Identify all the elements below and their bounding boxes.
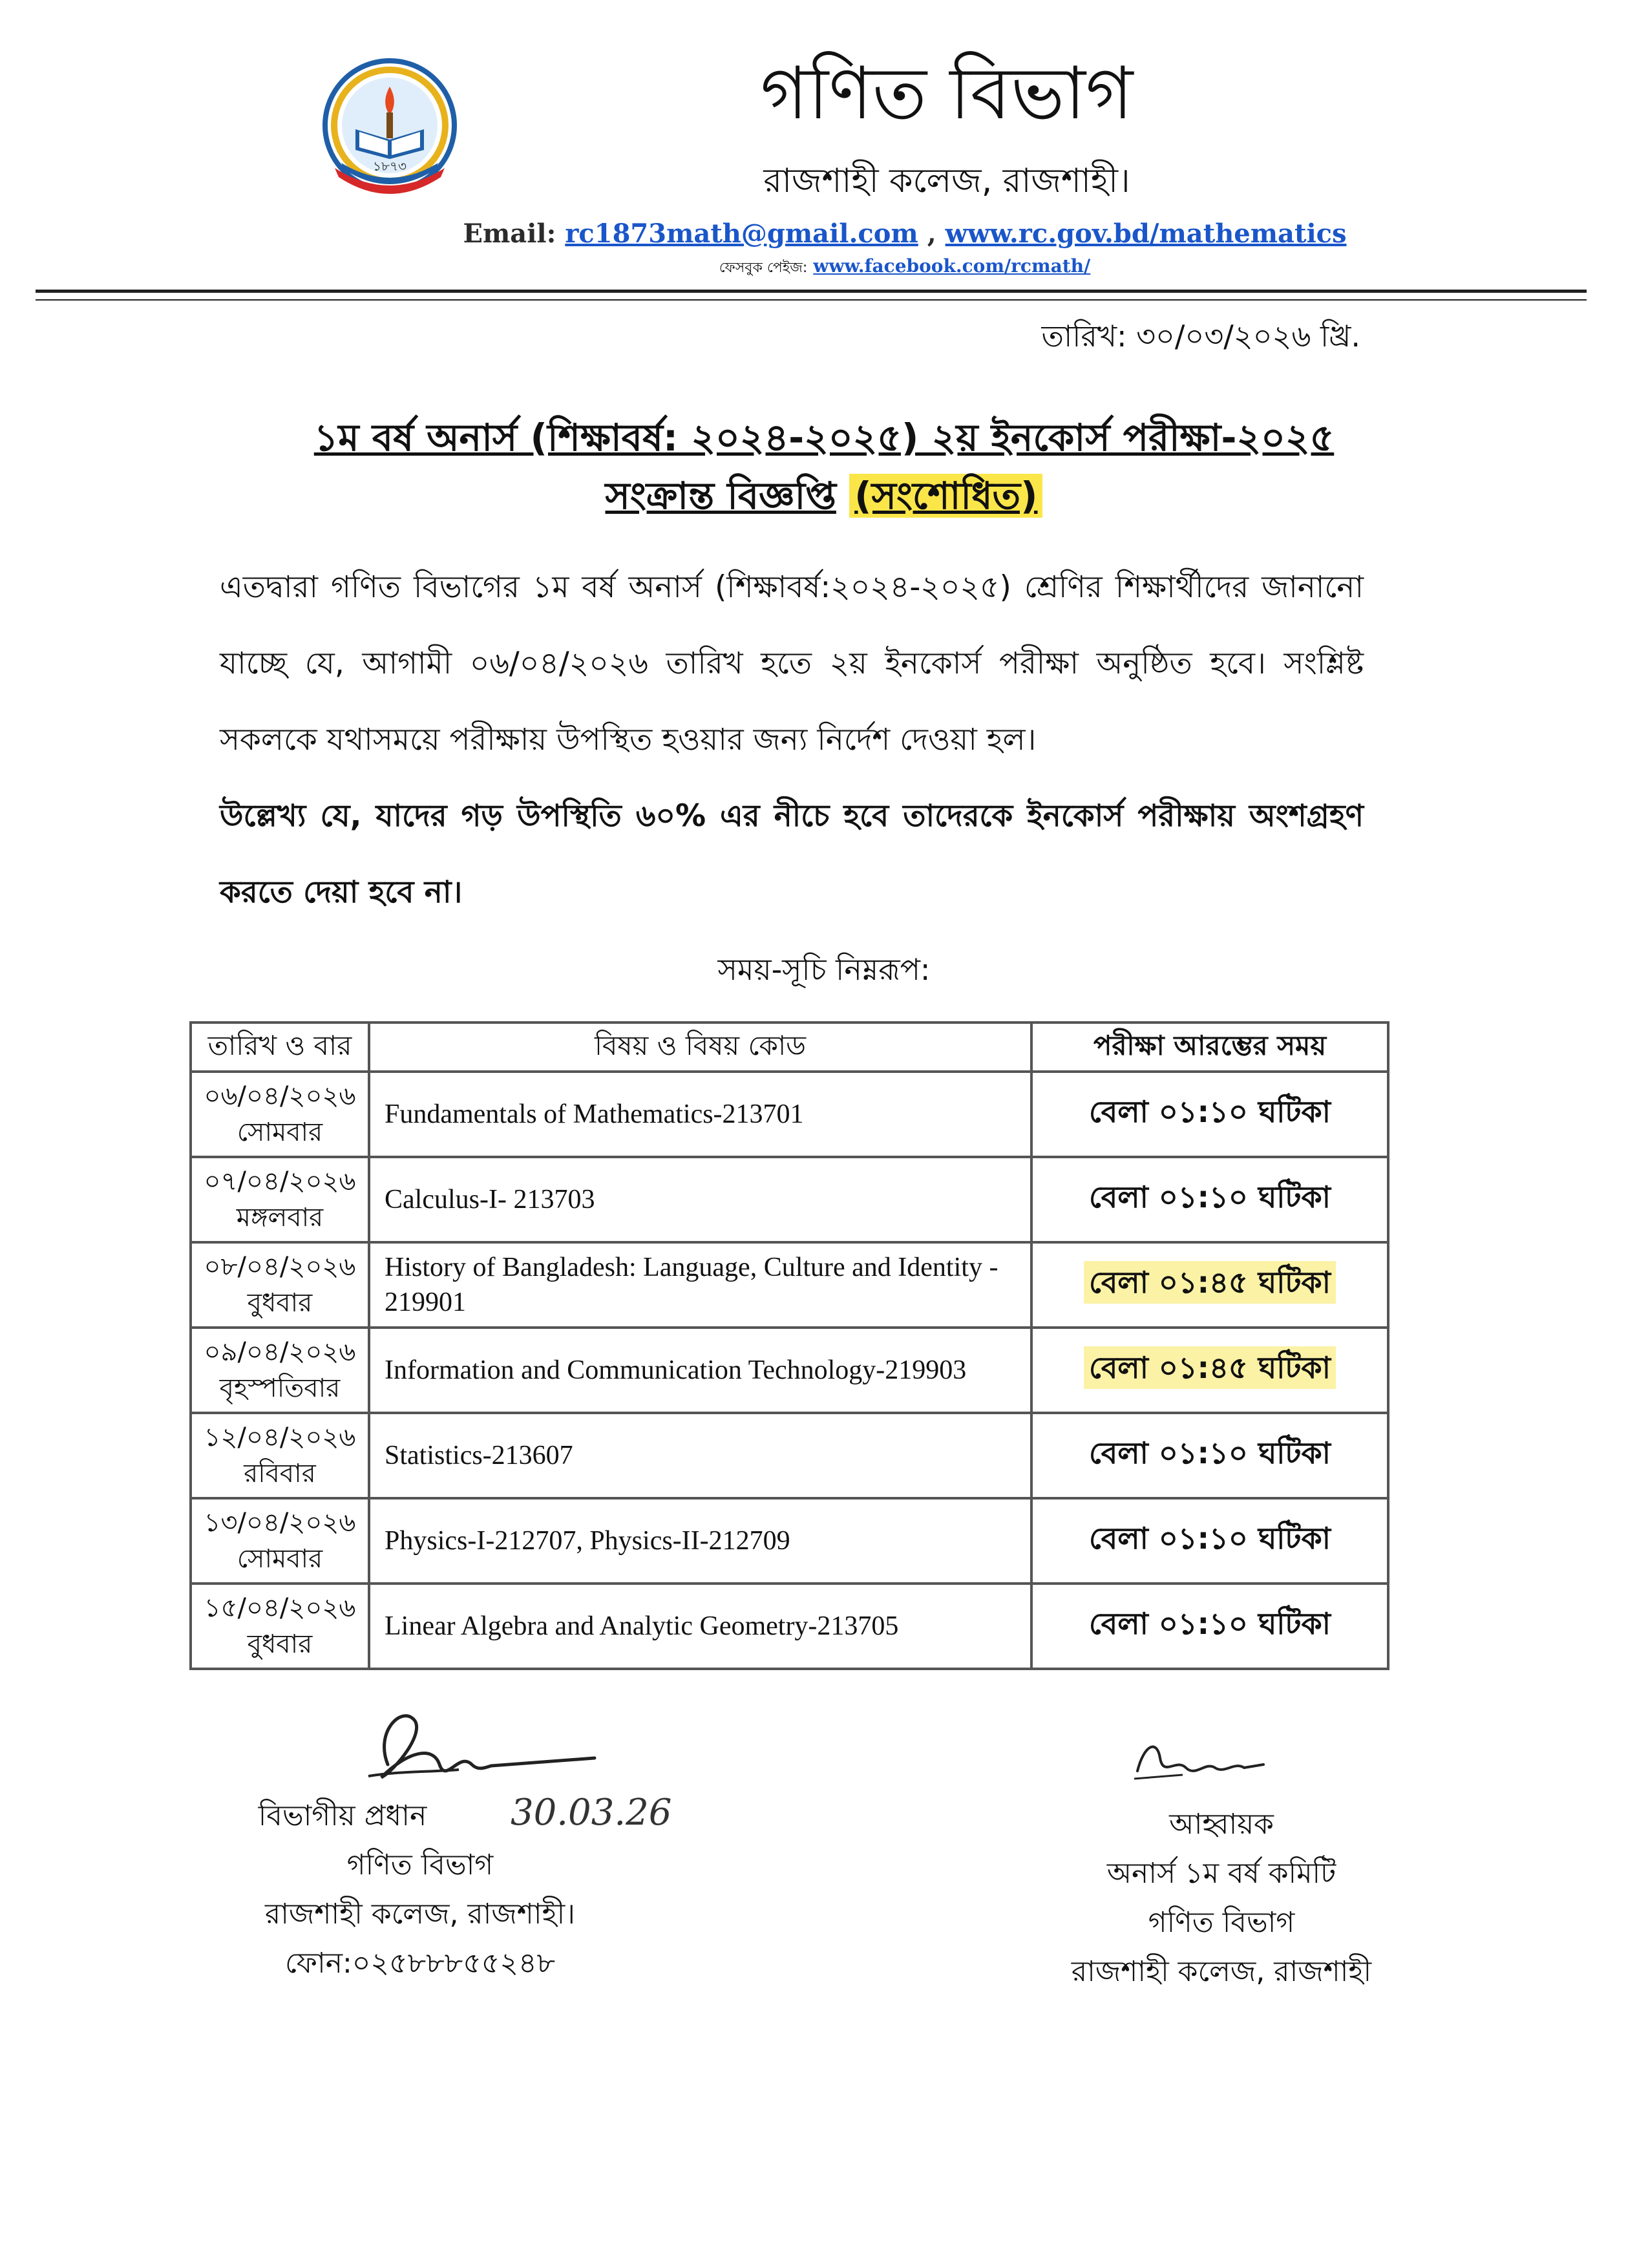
time-cell bbox=[1031, 1498, 1388, 1584]
signatory-title: বিভাগীয় প্রধান bbox=[258, 1799, 427, 1832]
revised-badge: (সংশোধিত) bbox=[849, 474, 1042, 518]
subject-cell: History of Bangladesh: Language, Culture and Identity - 219901 bbox=[369, 1242, 1031, 1328]
signature-block-convener bbox=[995, 1800, 1448, 1997]
date-cell bbox=[191, 1072, 369, 1157]
exam-time: বেলা ০১:১০ ঘটিকা bbox=[1089, 1436, 1331, 1470]
exam-date: ০৮/০৪/২০২৬ bbox=[204, 1252, 356, 1282]
table-row bbox=[191, 1584, 1388, 1669]
exam-day: সোমবার bbox=[237, 1544, 323, 1574]
subject-cell: Calculus-I- 213703 bbox=[369, 1157, 1031, 1242]
table-row bbox=[191, 1328, 1388, 1413]
table-row bbox=[191, 1242, 1388, 1328]
exam-date: ০৭/০৪/২০২৬ bbox=[204, 1167, 356, 1196]
facebook-label: ফেসবুক পেইজ: bbox=[719, 260, 808, 276]
time-cell bbox=[1031, 1072, 1388, 1157]
head-signature bbox=[349, 1693, 607, 1803]
exam-day: সোমবার bbox=[237, 1118, 323, 1147]
contact-line bbox=[194, 217, 1616, 251]
table-row bbox=[191, 1157, 1388, 1242]
signed-date: 30.03.26 bbox=[511, 1792, 672, 1834]
time-cell bbox=[1031, 1242, 1388, 1328]
convener-signature bbox=[1125, 1732, 1273, 1790]
notice-subtitle bbox=[129, 472, 1519, 520]
signatory-college: রাজশাহী কলেজ, রাজশাহী। bbox=[265, 1898, 575, 1931]
exam-day: রবিবার bbox=[244, 1459, 316, 1489]
exam-date: ১৫/০৪/২০২৬ bbox=[204, 1593, 356, 1623]
email-link[interactable]: rc1873math@gmail.com bbox=[565, 218, 918, 249]
schedule-heading: সময়-সূচি নিম্নরূপ: bbox=[717, 952, 931, 987]
convener-dept: গণিত বিভাগ bbox=[1148, 1906, 1295, 1939]
exam-date: ০৬/০৪/২০২৬ bbox=[204, 1081, 356, 1111]
exam-time: বেলা ০১:১০ ঘটিকা bbox=[1089, 1094, 1331, 1129]
exam-day: বৃহস্পতিবার bbox=[219, 1373, 341, 1403]
time-cell bbox=[1031, 1413, 1388, 1498]
header-date-day: তারিখ ও বার bbox=[191, 1023, 369, 1072]
signature-block-head bbox=[194, 1792, 646, 1988]
department-title: গণিত বিভাগ bbox=[760, 52, 1134, 136]
time-cell bbox=[1031, 1328, 1388, 1413]
signatory-dept: গণিত বিভাগ bbox=[346, 1849, 494, 1881]
exam-date: ১২/০৪/২০২৬ bbox=[204, 1423, 356, 1452]
logo-caption: ১৮৭৩ bbox=[373, 158, 407, 174]
date-cell bbox=[191, 1584, 369, 1669]
subject-cell: Linear Algebra and Analytic Geometry-213705 bbox=[369, 1584, 1031, 1669]
notice-title-line2: সংক্রান্ত বিজ্ঞপ্তি bbox=[605, 474, 836, 518]
table-row bbox=[191, 1413, 1388, 1498]
exam-day: বুধবার bbox=[247, 1288, 313, 1318]
committee-name: অনার্স ১ম বর্ষ কমিটি bbox=[1106, 1857, 1336, 1890]
exam-time-highlighted: বেলা ০১:৪৫ ঘটিকা bbox=[1084, 1346, 1336, 1389]
college-logo bbox=[315, 53, 464, 202]
exam-time: বেলা ০১:১০ ঘটিকা bbox=[1089, 1606, 1331, 1641]
convener-title: আহ্বায়ক bbox=[1169, 1808, 1274, 1841]
website-link[interactable]: www.rc.gov.bd/mathematics bbox=[945, 218, 1347, 249]
notice-title-line1: ১ম বর্ষ অনার্স (শিক্ষাবর্ষ: ২০২৪-২০২৫) ২য় ইনকোর্স পরীক্ষা-২০২৫ bbox=[313, 416, 1335, 460]
date-cell bbox=[191, 1413, 369, 1498]
table-header-row bbox=[191, 1023, 1388, 1072]
date-cell bbox=[191, 1328, 369, 1413]
college-name: রাজশাহী কলেজ, রাজশাহী। bbox=[763, 162, 1130, 200]
subject-cell: Information and Communication Technology-219903 bbox=[369, 1328, 1031, 1413]
date-cell bbox=[191, 1498, 369, 1584]
exam-day: মঙ্গলবার bbox=[236, 1203, 324, 1233]
exam-time-highlighted: বেলা ০১:৪৫ ঘটিকা bbox=[1084, 1261, 1336, 1304]
date-cell bbox=[191, 1242, 369, 1328]
exam-date: ০৯/০৪/২০২৬ bbox=[204, 1337, 356, 1367]
subject-cell: Statistics-213607 bbox=[369, 1413, 1031, 1498]
signatory-phone: ফোন:০২৫৮৮৮৫৫২৪৮ bbox=[284, 1947, 556, 1980]
time-cell bbox=[1031, 1157, 1388, 1242]
table-row bbox=[191, 1072, 1388, 1157]
exam-day: বুধবার bbox=[247, 1629, 313, 1659]
email-label: Email: bbox=[463, 218, 556, 249]
exam-date: ১৩/০৪/২০২৬ bbox=[204, 1508, 356, 1538]
header-divider-thin bbox=[36, 299, 1587, 301]
convener-college: রাজশাহী কলেজ, রাজশাহী bbox=[1071, 1955, 1372, 1988]
subject-cell: Physics-I-212707, Physics-II-212709 bbox=[369, 1498, 1031, 1584]
notice-title bbox=[129, 414, 1519, 461]
notice-paragraph: এতদ্বারা গণিত বিভাগের ১ম বর্ষ অনার্স (শিক্ষাবর্ষ:২০২৪-২০২৫) শ্রেণির শিক্ষার্থীদের জানানো যাচ্ছে যে, আগামী ০৬/০৪/২০২৬ তারিখ হতে ২য় ইনকোর্স পরীক্ষা অনুষ্ঠিত হবে। সংশ্লিষ্ট সকলকে যথাসময়ে পরীক্ষায় উপস্থিত হওয়ার জন্য নির্দেশ দেওয়া হল। bbox=[220, 569, 1364, 758]
exam-time: বেলা ০১:১০ ঘটিকা bbox=[1089, 1180, 1331, 1214]
time-cell bbox=[1031, 1584, 1388, 1669]
table-row bbox=[191, 1498, 1388, 1584]
exam-time: বেলা ০১:১০ ঘটিকা bbox=[1089, 1521, 1331, 1556]
notice-date: তারিখ: ৩০/০৩/২০২৬ খ্রি. bbox=[1041, 319, 1360, 354]
exam-schedule-table bbox=[189, 1021, 1389, 1670]
header-subject: বিষয় ও বিষয় কোড bbox=[369, 1023, 1031, 1072]
subject-cell: Fundamentals of Mathematics-213701 bbox=[369, 1072, 1031, 1157]
header-start-time: পরীক্ষা আরম্ভের সময় bbox=[1031, 1023, 1388, 1072]
header-divider bbox=[36, 290, 1587, 293]
contact-separator: , bbox=[927, 218, 936, 249]
attendance-note: উল্লেখ্য যে, যাদের গড় উপস্থিতি ৬০% এর নীচে হবে তাদেরকে ইনকোর্স পরীক্ষায় অংশগ্রহণ করতে দেয়া হবে না। bbox=[220, 798, 1364, 910]
date-cell bbox=[191, 1157, 369, 1242]
facebook-line bbox=[194, 254, 1616, 281]
facebook-link[interactable]: www.facebook.com/rcmath/ bbox=[813, 255, 1091, 277]
